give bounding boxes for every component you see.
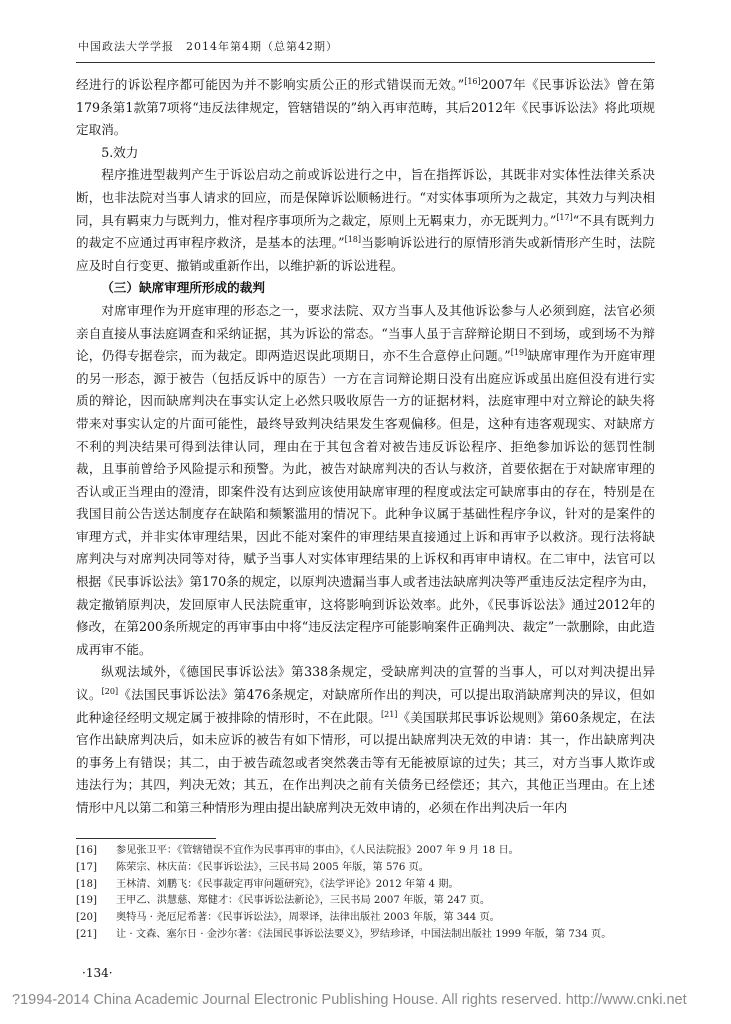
footnote-number: [21]: [76, 928, 97, 940]
footnote: [76, 843, 655, 860]
footnote: [76, 927, 655, 944]
footnote: [76, 893, 655, 910]
copyright-watermark: ?1994-2014 China Academic Journal Electronic Publishing House. All rights reserved. http://www.cnki.net: [12, 992, 687, 1008]
paragraph-text: 经进行的诉讼程序都可能因为并不影响实质公正的形式错误而无效。”: [76, 77, 465, 92]
footnote: [76, 910, 655, 927]
footnote-number: [17]: [76, 861, 97, 873]
paragraph: [76, 300, 655, 662]
footnote-ref: [16]: [464, 76, 481, 86]
paragraph: [76, 74, 655, 142]
footnote-text: 参见张卫平：《管辖错误不宜作为民事再审的事由》，《人民法院报》2007 年 9 月 18 日。: [116, 845, 519, 856]
subsection-heading: 5.效力: [101, 144, 139, 160]
footnote-ref: [17]: [556, 212, 573, 222]
page-number: ·134·: [82, 966, 113, 980]
footnote-ref: [19]: [510, 347, 528, 357]
footnote-ref: [18]: [344, 234, 361, 244]
footnotes: [76, 843, 655, 944]
footnote-text: 陈荣宗、林庆苗：《民事诉讼法》，三民书局 2005 年版，第 576 页。: [116, 861, 429, 873]
journal-header: 中国政法大学学报 2014年第4期（总第42期）: [78, 40, 338, 53]
footnote-text: 王甲乙、洪慧慈、郑健才：《民事诉讼法新论》，三民书局 2007 年版，第 247 页。: [116, 895, 491, 907]
footnote-number: [20]: [76, 912, 97, 924]
paragraph-text: 缺席审理作为开庭审理的另一形态，源于被告（包括反诉中的原告）一方在言词辩论期日没有出庭应诉或虽出庭但没有进行实质的辩论，因而缺席判决在事实认定上必然只吸收原告一方的证据材料，法庭审理中对立辩论的缺失将带来对事实认定的片面可能性，最终导致判决结果发生客观偏移。但是，这种有违客观现实、对缺席方不利的判决结果可得到法律认同，理由在于其包含着对被告违反诉讼程序、拒绝参加诉讼的惩罚性制裁，且事前曾给予风险提示和预警。为此，被告对缺席判决的否认与救济，首要依据在于对缺席审理的否认或正当理由的澄清，即案件没有达到应该使用缺席审理的程度或法定可缺席事由的存在，特别是在我国目前公告送达制度存在缺陷和频繁滥用的情况下。此种争议属于基础性程序争议，针对的是案件的审理方式，并非实体审理结果，因此不能对案件的审理结果直接通过上诉和再审予以救济。现行法将缺席判决与对席判决同等对待，赋予当事人对实体审理结果的上诉权和再审申请权。在二审中，法官可以根据《民事诉讼法》第170条的规定，以原判决遗漏当事人或者违法缺席判决等严重违反法定程序为由，裁定撤销原判决，发回原审人民法院重审，这将影响到诉讼效率。此外，《民事诉讼法》通过2012年的修改，在第200条所规定的再审事由中将“违反法定程序可能影响案件正确判决、裁定”一款删除，由此造成再审不能。: [76, 348, 655, 657]
article-body: [76, 74, 655, 820]
paragraph: [76, 661, 655, 819]
footnote-number: [18]: [76, 878, 97, 890]
paragraph-text: 纵观法域外，《德国民事诉讼法》第338条规定，受缺席判决的宣誓的当事人，可以对判决提出异议。: [76, 664, 655, 703]
footnote-ref: [21]: [381, 709, 398, 719]
paragraph-text: 程序推进型裁判产生于诉讼启动之前或诉讼进行之中，旨在指挥诉讼，其既非对实体性法律关系决断，也非法院对当事人请求的回应，而是保障诉讼顺畅进行。“对实体事项所为之裁定，其效力与判决相同，具有羁束力与既判力，惟对程序事项所为之裁定，原则上无羁束力，亦无既判力。”: [76, 167, 655, 228]
footnote-text: 王林清、刘鹏飞：《民事裁定再审问题研究》，《法学评论》2012 年第 4 期。: [116, 878, 459, 890]
footnote: [76, 860, 655, 877]
paragraph-text: 2007年《民事诉讼法》曾在第179条第1款第7项将“违反法律规定，管辖错误的”纳入再审范畴，其后2012年《民事诉讼法》将此项规定取消。: [76, 77, 655, 138]
footnote-number: [19]: [76, 895, 97, 907]
footnote-divider: [76, 838, 216, 839]
header-divider: [76, 62, 655, 63]
paragraph-text: 当影响诉讼进行的原情形消失或新情形产生时，法院应及时自行变更、撤销或重新作出，以维护新的诉讼进程。: [76, 235, 656, 273]
paragraph-text: 《美国联邦民事诉讼规则》第60条规定，在法官作出缺席判决后，如未应诉的被告有如下情形，可以提出缺席判决无效的申请：其一，作出缺席判决的事务上有错误；其二，由于被告疏忽或者突然袭击等有无能被原谅的过失；其三，对方当事人欺诈或违法行为；其四，判决无效；其五，在作出判决之前有关债务已经偿还；其六，其他正当理由。在上述情形中凡以第二和第三种情形为理由提出缺席判决无效申请的，必须在作出判决后一年内: [76, 709, 656, 815]
paragraph-text: “不具有既判力的裁定不应通过再审程序救济，是基本的法理。”: [76, 212, 655, 251]
footnote: [76, 877, 655, 894]
footnote-text: 奥特马 · 尧厄尼希著：《民事诉讼法》，周翠译，法律出版社 2003 年版，第 344 页。: [116, 912, 500, 924]
paragraph-text: 《法国民事诉讼法》第476条规定，对缺席所作出的判决，可以提出取消缺席判决的异议，但如此种途径经明文规定属于被排除的情形时，不在此限。: [76, 687, 655, 725]
footnote-ref: [20]: [101, 686, 119, 696]
paragraph-text: 对席审理作为开庭审理的形态之一，要求法院、双方当事人及其他诉讼参与人必须到庭，法官必须亲自直接从事法庭调查和采纳证据，其为诉讼的常态。“当事人虽于言辞辩论期日不到场，或到场不为辩论，仍得专据卷宗，而为裁定。即两造迟误此项期日，亦不生合意停止问题。”: [76, 302, 655, 364]
footnote-number: [16]: [76, 845, 97, 856]
section-heading: （三）缺席审理所形成的裁判: [101, 280, 265, 296]
paragraph: [76, 164, 655, 277]
footnote-text: 让 · 文森、塞尔日 · 金沙尔著：《法国民事诉讼法要义》，罗结珍译，中国法制出版社 1999 年版，第 734 页。: [116, 928, 612, 940]
